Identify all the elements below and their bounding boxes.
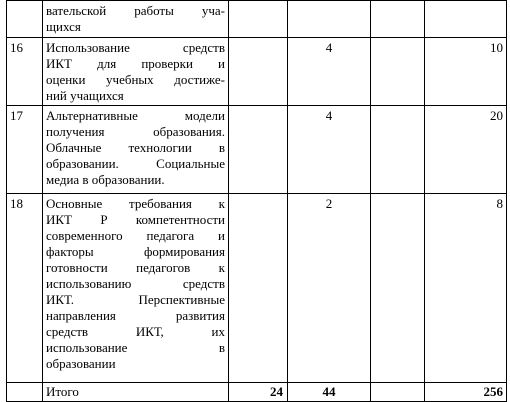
row-number [7, 383, 43, 402]
topic-line: получения образования. [46, 124, 225, 139]
value-cell [371, 38, 425, 106]
topic-line: факторы формирования [46, 244, 225, 259]
value-cell: 8 [425, 194, 507, 383]
topic-line: образовании. Социальные [46, 156, 225, 171]
value-cell [371, 106, 425, 194]
topic-cell [43, 38, 229, 106]
topic-line: использование в [46, 340, 225, 355]
topic-cell [43, 106, 229, 194]
value-cell [229, 1, 288, 38]
topic-cell [43, 194, 229, 383]
topic-line: медиа в образовании. [46, 172, 165, 187]
table-row [7, 1, 507, 38]
table-row [7, 38, 507, 106]
topic-line: щихся [46, 19, 81, 34]
total-value: 44 [288, 383, 371, 402]
value-cell: 2 [288, 194, 371, 383]
topic-line: Облачные технологии в [46, 140, 225, 155]
value-cell: 4 [288, 38, 371, 106]
topic-line: использованию средств [46, 276, 225, 291]
value-cell: 10 [425, 38, 507, 106]
topic-line: ИКТ для проверки и [46, 56, 225, 71]
topic-line: Основные требования к [46, 196, 225, 211]
topic-line: направления развития [46, 308, 225, 323]
total-value [371, 383, 425, 402]
value-cell [425, 1, 507, 38]
total-label: Итого [43, 383, 229, 402]
total-row [7, 383, 507, 402]
value-cell [229, 106, 288, 194]
value-cell: 20 [425, 106, 507, 194]
topic-line: Альтернативные модели [46, 108, 225, 123]
total-value: 24 [229, 383, 288, 402]
topic-line: средств ИКТ, их [46, 324, 225, 339]
value-cell [229, 194, 288, 383]
total-value: 256 [425, 383, 507, 402]
topic-line: ИКТ. Перспективные [46, 292, 225, 307]
topic-line: Использование средств [46, 40, 225, 55]
topic-line: ИКТ Р компетентности [46, 212, 225, 227]
topic-line: вательской работы уча- [46, 3, 225, 18]
value-cell [371, 1, 425, 38]
topic-line: современного педагога и [46, 228, 225, 243]
topic-line: оценки учебных достиже- [46, 72, 225, 87]
topic-line: образовании [46, 356, 116, 371]
row-number [7, 1, 43, 38]
value-cell [229, 38, 288, 106]
topic-cell [43, 1, 229, 38]
table-row [7, 106, 507, 194]
value-cell [371, 194, 425, 383]
row-number: 17 [7, 106, 43, 194]
table-row [7, 194, 507, 383]
topic-line: готовности педагогов к [46, 260, 225, 275]
value-cell [288, 1, 371, 38]
value-cell: 4 [288, 106, 371, 194]
curriculum-table [6, 0, 507, 402]
topic-line: ний учащихся [46, 88, 124, 103]
row-number: 16 [7, 38, 43, 106]
row-number: 18 [7, 194, 43, 383]
